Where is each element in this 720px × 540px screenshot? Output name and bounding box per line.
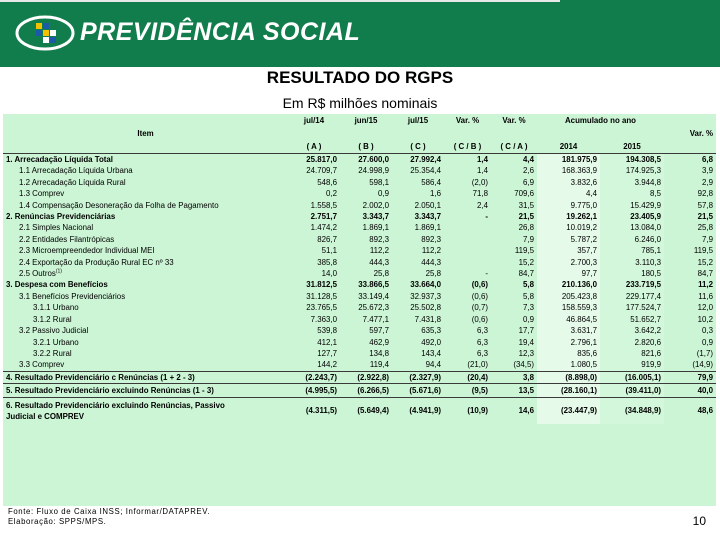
table-header-row-2 — [3, 127, 716, 140]
table-cell: 23.765,5 — [306, 303, 337, 313]
table-cell: (9,5) — [444, 384, 491, 398]
table-row — [3, 268, 716, 279]
col-var-ca: Var. % — [502, 116, 526, 125]
col-acumulado: Acumulado no ano — [564, 116, 637, 125]
table-cell: 19.262,1 — [537, 211, 600, 222]
table-cell: 4,4 — [491, 154, 537, 166]
table-cell: 9.775,0 — [537, 200, 600, 211]
table-cell: 51.652,7 — [600, 314, 664, 325]
table-cell: (0,6) — [471, 291, 488, 301]
table-cell: (2,0) — [471, 177, 488, 187]
row-label: 5. Resultado Previdenciário excluindo Renúncias (1 - 3) — [3, 384, 288, 398]
table-cell: 821,6 — [600, 348, 664, 359]
table-cell: (14,9) — [692, 360, 713, 370]
table-cell: 25.354,4 — [410, 166, 441, 176]
table-cell: 1,6 — [430, 189, 441, 199]
table-cell: (5.671,6) — [392, 384, 444, 398]
table-cell — [444, 257, 491, 268]
table-cell: 92,8 — [697, 189, 713, 199]
row-label: 3.1.2 Rural — [33, 314, 72, 324]
table-cell: 3,8 — [491, 371, 537, 383]
col-jul15: jul/15 — [407, 116, 429, 125]
table-cell: 10,2 — [697, 314, 713, 324]
table-header-row-1 — [3, 114, 716, 127]
table-cell: 25,8 — [373, 269, 389, 279]
table-cell: 21,5 — [518, 212, 534, 222]
table-row — [3, 302, 716, 313]
row-label: 1.3 Comprev — [19, 189, 65, 199]
table-cell: 134,8 — [369, 348, 389, 358]
table-cell: 21,5 — [697, 212, 713, 222]
table-row — [3, 245, 716, 256]
table-cell: 2,9 — [702, 177, 713, 187]
table-row — [3, 279, 716, 290]
table-cell: 144,2 — [317, 360, 337, 370]
table-cell: 119,4 — [369, 360, 389, 370]
table-cell: (28.160,1) — [537, 384, 600, 398]
table-cell: 6,8 — [664, 154, 716, 166]
table-cell: 15.429,9 — [600, 200, 664, 211]
table-row — [3, 359, 716, 371]
table-cell: 0,9 — [378, 189, 389, 199]
table-cell: 1.474,2 — [310, 223, 337, 233]
table-row — [3, 200, 716, 211]
row-label: 2.5 Outros$^{(1)}$ — [19, 268, 62, 279]
table-cell: 71,8 — [472, 189, 488, 199]
row-label: 1. Arrecadação Líquida Total — [3, 154, 288, 166]
table-cell: 0,2 — [326, 189, 337, 199]
table-cell: 7,3 — [523, 303, 534, 313]
col-2015: 2015 — [623, 142, 641, 151]
table-cell: 1.869,1 — [362, 223, 389, 233]
page-number: 10 — [692, 514, 706, 528]
table-cell: 51,1 — [321, 246, 337, 256]
table-cell: 27.992,4 — [392, 154, 444, 166]
row-label: 3.1.1 Urbano — [33, 303, 79, 313]
table-cell — [444, 245, 491, 256]
table-cell: 119,5 — [514, 246, 534, 256]
table-cell: 586,4 — [421, 177, 441, 187]
table-cell: 2,6 — [523, 166, 534, 176]
table-cell: 785,1 — [600, 245, 664, 256]
table-cell: (39.411,0) — [600, 384, 664, 398]
table-row — [3, 325, 716, 336]
table-cell: 1,4 — [444, 154, 491, 166]
table-row — [3, 222, 716, 233]
table-row — [3, 234, 716, 245]
table-cell: 5,8 — [523, 280, 534, 290]
table-row — [3, 154, 716, 166]
header-bar — [0, 0, 720, 67]
table-cell: 444,3 — [369, 257, 389, 267]
table-row — [3, 165, 716, 176]
table-cell: 7,9 — [523, 234, 534, 244]
table-cell: 2.002,0 — [362, 200, 389, 210]
table-cell: 3,9 — [702, 166, 713, 176]
page-title: RESULTADO DO RGPS — [266, 68, 454, 87]
table-cell: (0,6) — [471, 280, 488, 290]
table-cell: 13.084,0 — [600, 222, 664, 233]
table-cell: (2.922,8) — [340, 371, 392, 383]
table-cell: 3.642,2 — [600, 325, 664, 336]
table-cell: 10.019,2 — [537, 222, 600, 233]
table-cell: 2.700,3 — [537, 257, 600, 268]
table-cell: 194.308,5 — [600, 154, 664, 166]
table-cell: 0,9 — [702, 337, 713, 347]
table-cell: 127,7 — [317, 348, 337, 358]
table-cell: 2,4 — [477, 200, 488, 210]
table-cell: 25,8 — [697, 223, 713, 233]
col-2014: 2014 — [559, 142, 578, 151]
table-cell: 462,9 — [369, 337, 389, 347]
table-cell: (2.327,9) — [392, 371, 444, 383]
col-a: ( A ) — [306, 142, 322, 151]
table-cell: (0,6) — [471, 314, 488, 324]
table-row — [3, 291, 716, 302]
table-cell: 6,3 — [477, 348, 488, 358]
table-row — [3, 371, 716, 383]
table-cell: (8.898,0) — [537, 371, 600, 383]
table-cell: (4.995,5) — [288, 384, 340, 398]
table-cell: (5.649,4) — [340, 398, 392, 424]
table-cell: 835,6 — [537, 348, 600, 359]
table-cell: 229.177,4 — [600, 291, 664, 302]
table-cell: 0,3 — [702, 326, 713, 336]
table-cell: (21,0) — [467, 360, 488, 370]
table-cell: 3.944,8 — [600, 177, 664, 188]
table-cell: 13,5 — [491, 384, 537, 398]
rgps-table — [3, 114, 716, 424]
row-label: 4. Resultado Previdenciário c Renúncias (1 + 2 - 3) — [3, 371, 288, 383]
col-var-cb: Var. % — [455, 116, 480, 125]
col-c: ( C ) — [410, 142, 426, 151]
table-cell: 3.110,3 — [600, 257, 664, 268]
table-cell: 826,7 — [317, 234, 337, 244]
col-cb: ( C / B ) — [453, 142, 482, 151]
table-cell: 548,6 — [317, 177, 337, 187]
table-cell: 31.128,5 — [306, 291, 337, 301]
table-cell: 12,0 — [697, 303, 713, 313]
table-cell: - — [485, 269, 488, 279]
table-cell: 892,3 — [421, 234, 441, 244]
table-cell: 1.869,1 — [414, 223, 441, 233]
row-label: 2.1 Simples Nacional — [19, 223, 94, 233]
table-row — [3, 348, 716, 359]
row-label: 3.2 Passivo Judicial — [19, 326, 89, 336]
table-cell: 15,2 — [697, 257, 713, 267]
col-b: ( B ) — [358, 142, 374, 151]
table-cell: 158.559,3 — [537, 302, 600, 313]
table-row — [3, 314, 716, 325]
row-label: 3.2.1 Urbano — [33, 337, 79, 347]
table-row — [3, 211, 716, 222]
table-cell: 1.080,5 — [537, 359, 600, 371]
table-cell: 180,5 — [600, 268, 664, 279]
table-cell: 40,0 — [664, 384, 716, 398]
table-cell: 94,4 — [425, 360, 441, 370]
table-cell: (34,5) — [513, 360, 534, 370]
table-body — [3, 154, 716, 424]
table-cell: 3.343,7 — [362, 212, 389, 222]
table-cell: 7.431,8 — [414, 314, 441, 324]
table-cell: 46.864,5 — [537, 314, 600, 325]
table-cell: 5,8 — [523, 291, 534, 301]
rgps-table-container — [3, 114, 716, 506]
table-cell: 33.149,4 — [358, 291, 389, 301]
col-jun15: jun/15 — [354, 116, 378, 125]
table-cell: 14,6 — [491, 398, 537, 424]
table-cell: 25,8 — [425, 269, 441, 279]
table-cell: 2.796,1 — [537, 337, 600, 348]
row-label: 1.2 Arrecadação Líquida Rural — [19, 177, 126, 187]
table-cell: 168.363,9 — [537, 165, 600, 176]
table-cell: 24.998,9 — [358, 166, 389, 176]
table-cell: 57,8 — [697, 200, 713, 210]
table-cell: 12,3 — [518, 348, 534, 358]
table-cell: 15,2 — [518, 257, 534, 267]
table-cell: 25.502,8 — [410, 303, 441, 313]
table-cell: 597,7 — [369, 326, 389, 336]
brand-name: PREVIDÊNCIA SOCIAL — [80, 18, 361, 46]
table-cell: 492,0 — [421, 337, 441, 347]
table-cell: 31.812,5 — [306, 280, 337, 290]
table-cell: 11,2 — [698, 280, 713, 290]
table-cell: 892,3 — [369, 234, 389, 244]
table-cell: 357,7 — [537, 245, 600, 256]
row-label: 1.1 Arrecadação Líquida Urbana — [19, 166, 133, 176]
table-cell: 6.246,0 — [600, 234, 664, 245]
footer-elaboration: Elaboração: SPPS/MPS. — [8, 517, 107, 526]
table-cell: 84,7 — [518, 269, 534, 279]
table-cell: 412,1 — [317, 337, 337, 347]
row-label: 3.2.2 Rural — [33, 348, 72, 358]
row-label: 2. Renúncias Previdenciárias — [6, 212, 116, 222]
table-cell: 7,9 — [702, 234, 713, 244]
table-cell: 1.558,5 — [310, 200, 337, 210]
table-cell: 112,2 — [421, 246, 441, 256]
table-cell: 31,5 — [518, 200, 534, 210]
table-cell: 177.524,7 — [600, 302, 664, 313]
table-cell: (23.447,9) — [537, 398, 600, 424]
table-cell: 6,9 — [523, 177, 534, 187]
col-item: Item — [137, 129, 154, 138]
table-row — [3, 177, 716, 188]
table-cell — [444, 234, 491, 245]
table-cell: 709,6 — [514, 189, 534, 199]
table-cell: 84,7 — [697, 269, 713, 279]
table-cell: 598,1 — [369, 177, 389, 187]
table-cell: 32.937,3 — [410, 291, 441, 301]
table-cell: (1,7) — [696, 348, 713, 358]
table-cell: 174.925,3 — [600, 165, 664, 176]
table-cell: 25.817,0 — [288, 154, 340, 166]
table-cell: 2.751,7 — [310, 212, 337, 222]
table-cell: 14,0 — [321, 269, 337, 279]
table-cell: 444,3 — [421, 257, 441, 267]
table-cell: 539,8 — [317, 326, 337, 336]
table-cell: 2.050,1 — [414, 200, 441, 210]
table-cell: 112,2 — [369, 246, 389, 256]
table-cell: 23.405,9 — [600, 211, 664, 222]
table-cell: 919,9 — [600, 359, 664, 371]
table-cell: 26,8 — [518, 223, 534, 233]
row-label: 3.1 Benefícios Previdenciários — [19, 291, 126, 301]
table-cell: (0,7) — [471, 303, 488, 313]
table-header-row-3 — [3, 140, 716, 154]
table-row — [3, 384, 716, 398]
table-cell: 119,5 — [693, 246, 713, 256]
table-cell: 8,5 — [600, 188, 664, 199]
table-cell: (34.848,9) — [600, 398, 664, 424]
table-cell: - — [485, 212, 488, 222]
table-cell: 19,4 — [518, 337, 534, 347]
table-cell: 4,4 — [537, 188, 600, 199]
col-var-acum: Var. % — [689, 129, 713, 138]
table-row — [3, 337, 716, 348]
table-cell: 6,3 — [477, 326, 488, 336]
row-label: 3. Despesa com Benefícios — [6, 280, 108, 290]
table-cell: 7.363,0 — [310, 314, 337, 324]
table-cell: (20,4) — [444, 371, 491, 383]
table-cell: 181.975,9 — [537, 154, 600, 166]
table-cell: 24.709,7 — [306, 166, 337, 176]
table-cell: 3.832,6 — [537, 177, 600, 188]
row-label: 6. Resultado Previdenciário excluindo Renúncias, Passivo Judicial e COMPREV — [3, 398, 288, 424]
footer-source: Fonte: Fluxo de Caixa INSS; Informar/DATAPREV. — [8, 507, 211, 516]
table-cell: (6.266,5) — [340, 384, 392, 398]
table-cell: 205.423,8 — [537, 291, 600, 302]
table-cell: 25.672,3 — [358, 303, 389, 313]
table-cell: 7.477,1 — [362, 314, 389, 324]
page-subtitle: Em R$ milhões nominais — [282, 95, 438, 111]
table-cell: (10,9) — [444, 398, 491, 424]
table-row — [3, 398, 716, 424]
row-label: 3.3 Comprev — [19, 360, 65, 370]
table-cell: 79,9 — [664, 371, 716, 383]
row-label: 2.2 Entidades Filantrópicas — [19, 234, 115, 244]
table-cell: 3.343,7 — [414, 212, 441, 222]
table-cell: 11,6 — [698, 291, 713, 301]
row-label: 2.3 Microempreendedor Individual MEI — [19, 246, 155, 256]
previdencia-logo-icon — [14, 14, 76, 52]
table-cell: 210.136,0 — [537, 279, 600, 290]
table-cell: 385,8 — [317, 257, 337, 267]
row-label: 1.4 Compensação Desoneração da Folha de Pagamento — [19, 200, 219, 210]
table-cell: 143,4 — [421, 348, 441, 358]
footer-notes — [8, 507, 210, 527]
table-cell: 6,3 — [477, 337, 488, 347]
table-cell: (4.311,5) — [288, 398, 340, 424]
table-cell: 0,9 — [523, 314, 534, 324]
table-cell: 27.600,0 — [340, 154, 392, 166]
col-jul14: jul/14 — [303, 116, 325, 125]
table-cell: 635,3 — [421, 326, 441, 336]
table-cell: 33.866,5 — [358, 280, 389, 290]
table-cell: 233.719,5 — [600, 279, 664, 290]
table-cell: 1,4 — [477, 166, 488, 176]
table-row — [3, 188, 716, 199]
table-cell: (4.941,9) — [392, 398, 444, 424]
table-cell: (16.005,1) — [600, 371, 664, 383]
row-label: 2.4 Exportação da Produção Rural EC nº 33 — [19, 257, 174, 267]
table-row — [3, 257, 716, 268]
table-cell: 97,7 — [537, 268, 600, 279]
table-cell: 48,6 — [664, 398, 716, 424]
table-cell: 3.631,7 — [537, 325, 600, 336]
table-cell: 17,7 — [518, 326, 534, 336]
table-cell: 2.820,6 — [600, 337, 664, 348]
table-cell — [444, 222, 491, 233]
table-cell: (2.243,7) — [288, 371, 340, 383]
table-cell: 5.787,2 — [537, 234, 600, 245]
header-top-line — [0, 0, 560, 2]
table-cell: 33.664,0 — [410, 280, 441, 290]
col-ca: ( C / A ) — [500, 142, 528, 151]
